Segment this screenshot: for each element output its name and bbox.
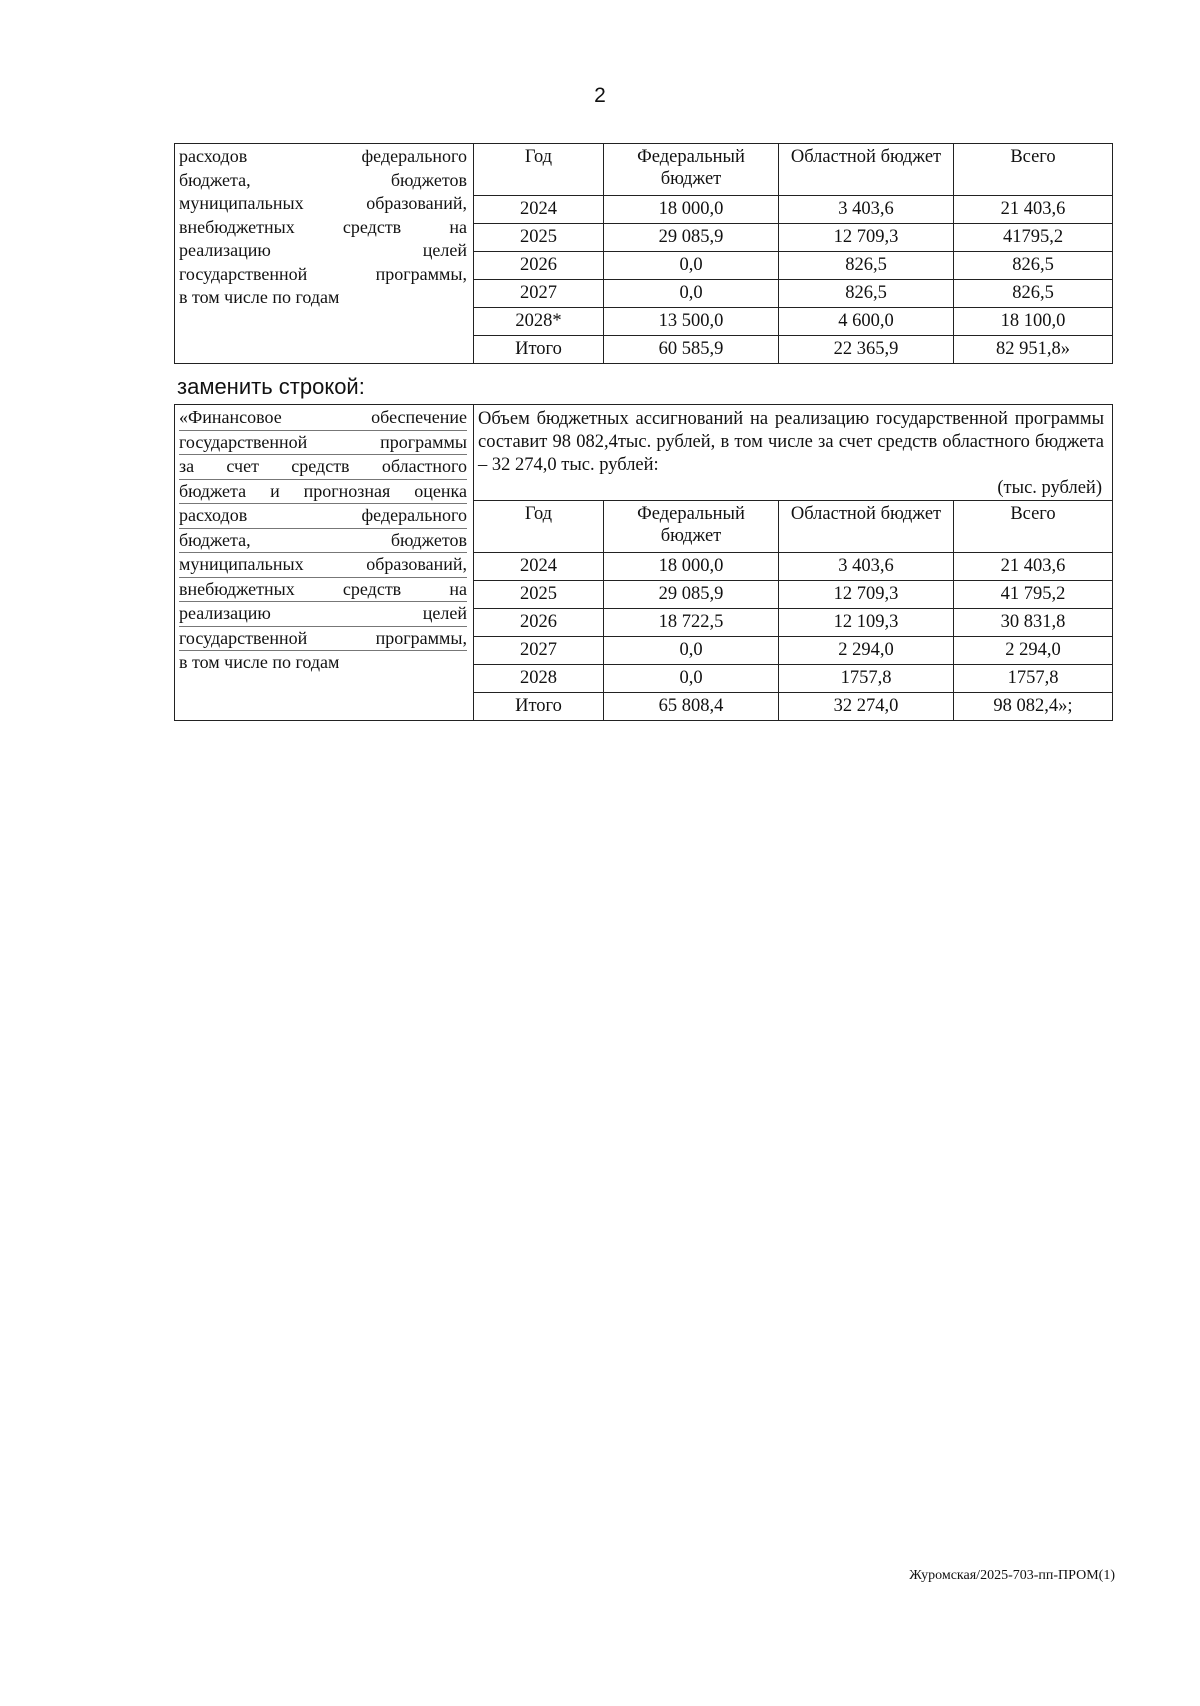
cell-regional: 2 294,0 bbox=[779, 637, 954, 665]
budget-data-cell bbox=[474, 405, 1113, 721]
cell-federal: 18 000,0 bbox=[604, 196, 779, 224]
cell-year: 2026 bbox=[474, 609, 604, 637]
budget-table-new bbox=[174, 404, 1113, 721]
cell-year: Итого bbox=[474, 693, 604, 721]
cell-year: 2025 bbox=[474, 224, 604, 252]
cell-total: 21 403,6 bbox=[954, 196, 1113, 224]
description-line: внебюджетных средств на bbox=[179, 216, 467, 237]
cell-total: 1757,8 bbox=[954, 665, 1113, 693]
description-line: государственной программы, bbox=[179, 627, 467, 652]
program-description bbox=[175, 144, 473, 310]
cell-total: 21 403,6 bbox=[954, 553, 1113, 581]
header-regional: Областной бюджет bbox=[779, 501, 954, 553]
cell-federal: 0,0 bbox=[604, 637, 779, 665]
cell-regional: 3 403,6 bbox=[779, 196, 954, 224]
table-row-total bbox=[474, 336, 1112, 364]
header-federal: Федеральный бюджет bbox=[604, 144, 779, 196]
cell-year: 2024 bbox=[474, 196, 604, 224]
description-line: «Финансовое обеспечение bbox=[179, 406, 467, 431]
cell-year: Итого bbox=[474, 336, 604, 364]
cell-federal: 29 085,9 bbox=[604, 581, 779, 609]
table-row bbox=[474, 252, 1112, 280]
cell-total: 41795,2 bbox=[954, 224, 1113, 252]
table-row bbox=[474, 637, 1112, 665]
description-line: государственной программы bbox=[179, 431, 467, 456]
description-line: муниципальных образований, bbox=[179, 193, 467, 213]
budget-table-old bbox=[174, 143, 1113, 364]
program-description-cell bbox=[175, 144, 474, 364]
description-line: муниципальных образований, bbox=[179, 553, 467, 578]
budget-data-cell bbox=[474, 144, 1113, 364]
cell-year: 2026 bbox=[474, 252, 604, 280]
description-line: в том числе по годам bbox=[179, 287, 340, 307]
cell-year: 2025 bbox=[474, 581, 604, 609]
cell-total: 98 082,4»; bbox=[954, 693, 1113, 721]
cell-year: 2028* bbox=[474, 308, 604, 336]
header-federal: Федеральный бюджет bbox=[604, 501, 779, 553]
table-row bbox=[474, 196, 1112, 224]
units-label: (тыс. рублей) bbox=[997, 478, 1102, 498]
cell-regional: 12 709,3 bbox=[779, 224, 954, 252]
cell-federal: 0,0 bbox=[604, 665, 779, 693]
cell-regional: 22 365,9 bbox=[779, 336, 954, 364]
cell-regional: 3 403,6 bbox=[779, 553, 954, 581]
cell-total: 18 100,0 bbox=[954, 308, 1113, 336]
cell-regional: 32 274,0 bbox=[779, 693, 954, 721]
cell-total: 30 831,8 bbox=[954, 609, 1113, 637]
budget-breakdown-table bbox=[474, 500, 1112, 720]
cell-regional: 12 109,3 bbox=[779, 609, 954, 637]
header-year: Год bbox=[474, 144, 604, 196]
table-header-row bbox=[474, 144, 1112, 196]
page-number: 2 bbox=[594, 84, 606, 107]
cell-federal: 13 500,0 bbox=[604, 308, 779, 336]
description-line: реализацию целей bbox=[179, 240, 467, 260]
description-line: бюджета, бюджетов bbox=[179, 529, 467, 554]
table-row-total bbox=[474, 693, 1112, 721]
budget-allocation-text: Объем бюджетных ассигнований на реализацию государственной программы составит 98 082,4тыс. рублей, в том числе за счет средств областного бюджета – 32 274,0 тыс. рублей: bbox=[478, 409, 1104, 475]
document-reference: Журомская/2025-703-пп-ПРОМ(1) bbox=[909, 1568, 1115, 1583]
cell-total: 41 795,2 bbox=[954, 581, 1113, 609]
cell-regional: 4 600,0 bbox=[779, 308, 954, 336]
header-year: Год bbox=[474, 501, 604, 553]
table-row bbox=[474, 581, 1112, 609]
program-description-cell bbox=[175, 405, 474, 721]
cell-total: 2 294,0 bbox=[954, 637, 1113, 665]
description-line: реализацию целей bbox=[179, 602, 467, 627]
program-description bbox=[175, 405, 473, 675]
cell-federal: 29 085,9 bbox=[604, 224, 779, 252]
description-line: расходов федерального bbox=[179, 504, 467, 529]
table-row bbox=[474, 665, 1112, 693]
header-total: Всего bbox=[954, 144, 1113, 196]
table-row bbox=[474, 224, 1112, 252]
cell-regional: 1757,8 bbox=[779, 665, 954, 693]
table-header-row bbox=[474, 501, 1112, 553]
table-row bbox=[474, 308, 1112, 336]
table-row bbox=[474, 280, 1112, 308]
cell-year: 2028 bbox=[474, 665, 604, 693]
cell-federal: 18 000,0 bbox=[604, 553, 779, 581]
cell-year: 2024 bbox=[474, 553, 604, 581]
cell-regional: 826,5 bbox=[779, 280, 954, 308]
budget-breakdown-table bbox=[474, 144, 1112, 363]
header-regional: Областной бюджет bbox=[779, 144, 954, 196]
cell-federal: 0,0 bbox=[604, 280, 779, 308]
description-line: за счет средств областного bbox=[179, 455, 467, 480]
description-line: бюджета и прогнозная оценка bbox=[179, 480, 467, 505]
description-line: внебюджетных средств на bbox=[179, 578, 467, 603]
replace-with-row-label: заменить строкой: bbox=[177, 374, 365, 399]
description-line: бюджета, бюджетов bbox=[179, 169, 467, 190]
description-line: расходов федерального bbox=[179, 146, 467, 166]
cell-federal: 0,0 bbox=[604, 252, 779, 280]
cell-federal: 18 722,5 bbox=[604, 609, 779, 637]
table-row bbox=[474, 553, 1112, 581]
description-line: в том числе по годам bbox=[179, 652, 340, 672]
cell-federal: 65 808,4 bbox=[604, 693, 779, 721]
description-line: государственной программы, bbox=[179, 263, 467, 284]
header-total: Всего bbox=[954, 501, 1113, 553]
table-row bbox=[474, 609, 1112, 637]
cell-total: 82 951,8» bbox=[954, 336, 1113, 364]
cell-total: 826,5 bbox=[954, 280, 1113, 308]
cell-year: 2027 bbox=[474, 637, 604, 665]
cell-regional: 12 709,3 bbox=[779, 581, 954, 609]
cell-total: 826,5 bbox=[954, 252, 1113, 280]
cell-year: 2027 bbox=[474, 280, 604, 308]
cell-regional: 826,5 bbox=[779, 252, 954, 280]
cell-federal: 60 585,9 bbox=[604, 336, 779, 364]
